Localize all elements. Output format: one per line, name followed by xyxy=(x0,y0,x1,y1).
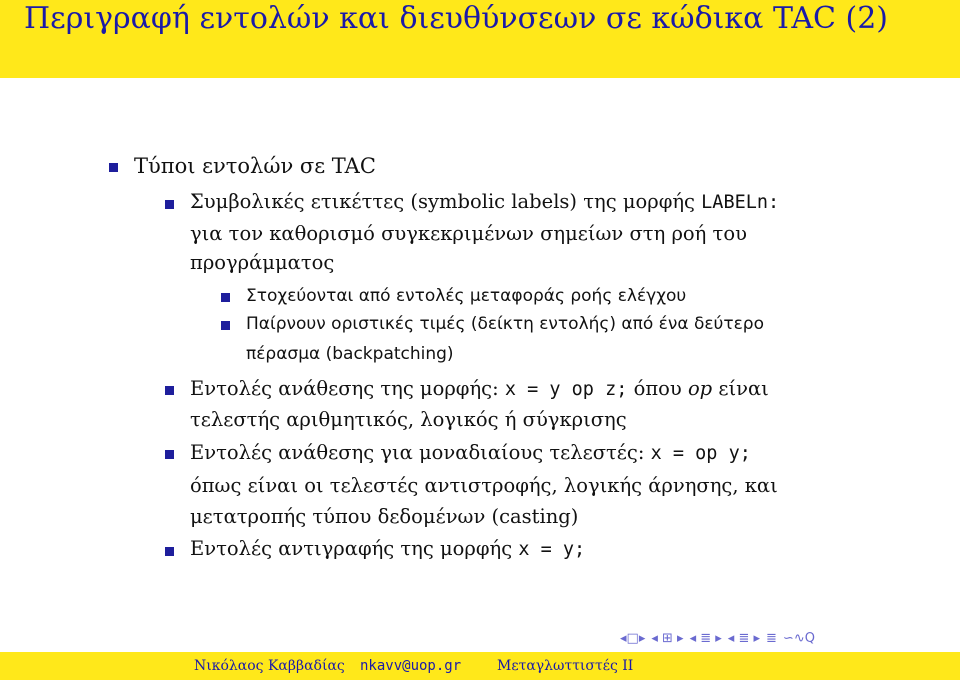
slide-title: Περιγραφή εντολών και διευθύνσεων σε κώδικα TAC (2) xyxy=(24,1,888,36)
item-assignment-cont: τελεστής αριθμητικός, λογικός ή σύγκρισης xyxy=(190,408,627,431)
item-tac-types: Τύποι εντολών σε TAC xyxy=(134,154,376,178)
code-labeln: LABELn: xyxy=(701,192,780,213)
item-backpatching: Παίρνουν οριστικές τιμές (δείκτη εντολής) από ένα δεύτερο xyxy=(246,314,764,334)
item-unary-cont: όπως είναι οι τελεστές αντιστροφής, λογικής άρνησης, και xyxy=(190,474,778,497)
item-symbolic-labels-cont2: προγράμματος xyxy=(190,251,335,274)
item-backpatching-cont: πέρασμα (backpatching) xyxy=(246,344,454,364)
item-assignment: Εντολές ανάθεσης της μορφής: x = y op z; όπου op είναι xyxy=(190,377,769,400)
code-copy: x = y; xyxy=(518,539,586,560)
code-binary-op: x = y op z; xyxy=(504,379,628,400)
nav-align-icon[interactable]: ≣ xyxy=(766,630,777,646)
nav-frame-icons[interactable]: ◂□▸ xyxy=(620,630,646,646)
item-symbolic-labels: Συμβολικές ετικέττες (symbolic labels) της μορφής LABELn: xyxy=(190,190,780,213)
nav-section2-icon[interactable]: ◂ ≣ ▸ xyxy=(727,630,761,646)
bullet-icon xyxy=(109,163,118,172)
item-targeted: Στοχεύονται από εντολές μεταφοράς ροής ελέγχου xyxy=(246,286,687,306)
bullet-icon xyxy=(165,450,174,459)
item-unary-cont2: μετατροπής τύπου δεδομένων (casting) xyxy=(190,505,579,528)
item-symbolic-labels-cont: για τον καθορισμό συγκεκριμένων σημείων στη ροή του xyxy=(190,222,747,245)
bullet-icon xyxy=(165,386,174,395)
footer-email: nkavv@uop.gr xyxy=(360,658,462,674)
nav-section-icon[interactable]: ◂ ≣ ▸ xyxy=(689,630,722,646)
bullet-icon xyxy=(221,321,230,330)
beamer-navigation xyxy=(620,628,815,648)
code-unary-op: x = op y; xyxy=(650,443,751,464)
footer-author: Νικόλαος Καββαδίας xyxy=(194,658,345,674)
footer-course: Μεταγλωττιστές ΙΙ xyxy=(497,658,634,674)
item-copy: Εντολές αντιγραφής της μορφής x = y; xyxy=(190,537,586,560)
nav-search-icon[interactable]: ∽∿Q xyxy=(782,630,815,646)
item-unary: Εντολές ανάθεσης για μοναδιαίους τελεστές: x = op y; xyxy=(190,441,751,464)
bullet-icon xyxy=(165,547,174,556)
footer-bar xyxy=(0,652,960,680)
nav-subsection-icon[interactable]: ◂ ⊞ ▸ xyxy=(651,630,684,646)
bullet-icon xyxy=(165,200,174,209)
bullet-icon xyxy=(221,293,230,302)
